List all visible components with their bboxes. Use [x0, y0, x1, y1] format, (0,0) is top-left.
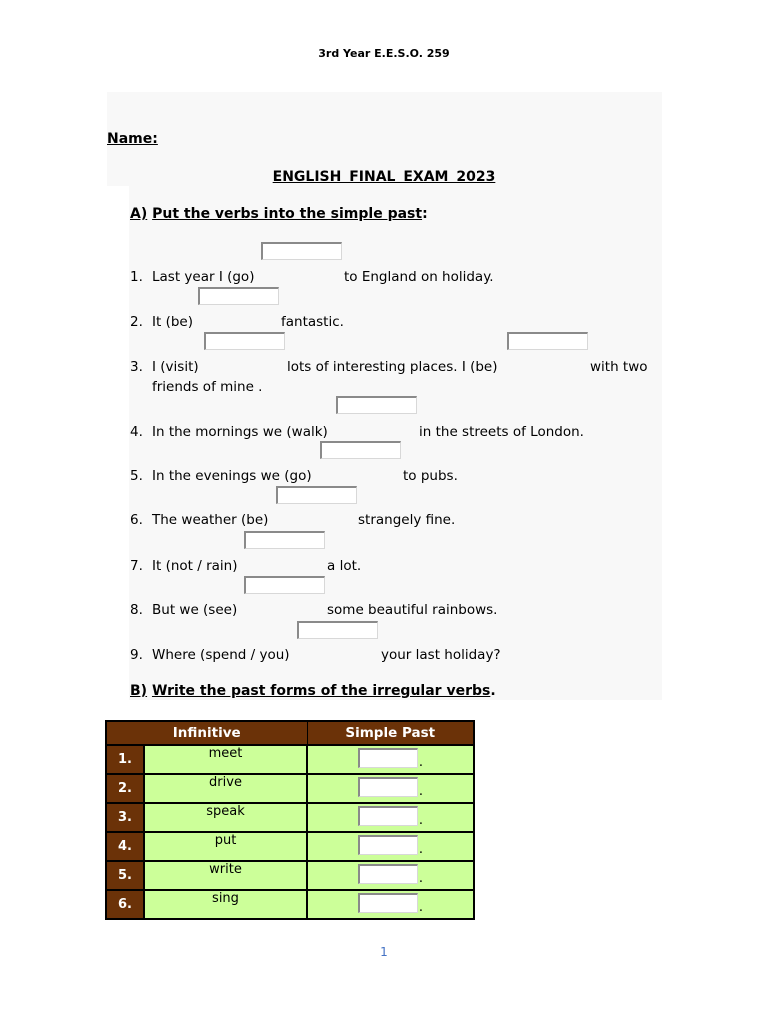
item-2-number: 2. [130, 314, 143, 330]
item-8-number: 8. [130, 602, 143, 618]
simple-past-cell [307, 803, 474, 832]
page-number: 1 [380, 945, 388, 959]
table-row [106, 861, 474, 890]
answer-input-5[interactable] [320, 441, 401, 459]
item-3-text-after: with two [590, 359, 648, 375]
past-form-input-6[interactable] [358, 893, 418, 913]
item-7-number: 7. [130, 558, 143, 574]
header-infinitive: Infinitive [106, 721, 307, 745]
answer-input-1[interactable] [261, 242, 342, 260]
infinitive-cell: put [144, 832, 307, 861]
infinitive-cell: meet [144, 745, 307, 774]
margin-strip [107, 186, 129, 706]
cell-dot: . [418, 871, 424, 886]
exam-title: ENGLISH FINAL EXAM 2023 [272, 169, 496, 185]
header-simple-past: Simple Past [307, 721, 474, 745]
item-9-number: 9. [130, 647, 143, 663]
item-4-text-before: In the mornings we (walk) [152, 424, 328, 440]
section-a-letter: A) [130, 206, 148, 222]
row-number: 4. [106, 832, 144, 861]
section-a-colon: : [422, 206, 428, 222]
answer-input-9[interactable] [297, 621, 378, 639]
item-2-text-after: fantastic. [281, 314, 344, 330]
item-3-text-before: I (visit) [152, 359, 199, 375]
section-a-title: Put the verbs into the simple past [152, 206, 423, 222]
item-1-text-before: Last year I (go) [152, 269, 255, 285]
item-7-text-after: a lot. [327, 558, 362, 574]
past-form-input-1[interactable] [358, 748, 418, 768]
item-6-text-before: The weather (be) [152, 512, 269, 528]
answer-input-8[interactable] [244, 576, 325, 594]
section-b-title: Write the past forms of the irregular verbs [151, 683, 491, 699]
simple-past-cell [307, 745, 474, 774]
answer-input-6[interactable] [276, 486, 357, 504]
item-8-text-before: But we (see) [152, 602, 238, 618]
item-5-number: 5. [130, 468, 143, 484]
answer-input-7[interactable] [244, 531, 325, 549]
row-number: 3. [106, 803, 144, 832]
simple-past-cell [307, 890, 474, 919]
simple-past-cell [307, 861, 474, 890]
item-7-text-before: It (not / rain) [152, 558, 238, 574]
item-4-number: 4. [130, 424, 143, 440]
item-1-number: 1. [130, 269, 143, 285]
item-3-number: 3. [130, 359, 143, 375]
item-3-text-line2: friends of mine . [152, 379, 263, 395]
item-4-text-after: in the streets of London. [419, 424, 584, 440]
row-number: 1. [106, 745, 144, 774]
section-b-letter: B) [130, 683, 148, 699]
section-a-heading [130, 206, 428, 222]
answer-input-2[interactable] [198, 287, 279, 305]
answer-input-4[interactable] [336, 396, 417, 414]
section-b-heading [130, 683, 496, 699]
past-form-input-2[interactable] [358, 777, 418, 797]
past-form-input-4[interactable] [358, 835, 418, 855]
item-9-text-before: Where (spend / you) [152, 647, 290, 663]
table-row [106, 774, 474, 803]
infinitive-cell: write [144, 861, 307, 890]
cell-dot: . [418, 784, 424, 799]
item-6-number: 6. [130, 512, 143, 528]
item-3-text-middle: lots of interesting places. I (be) [287, 359, 498, 375]
item-8-text-after: some beautiful rainbows. [327, 602, 498, 618]
row-number: 6. [106, 890, 144, 919]
item-9-text-after: your last holiday? [381, 647, 501, 663]
cell-dot: . [418, 755, 424, 770]
infinitive-cell: sing [144, 890, 307, 919]
item-2-text-before: It (be) [152, 314, 193, 330]
simple-past-cell [307, 832, 474, 861]
item-6-text-after: strangely fine. [358, 512, 456, 528]
cell-dot: . [418, 842, 424, 857]
answer-input-3a[interactable] [204, 332, 285, 350]
item-5-text-before: In the evenings we (go) [152, 468, 312, 484]
row-number: 5. [106, 861, 144, 890]
cell-dot: . [418, 813, 424, 828]
document-header: 3rd Year E.E.S.O. 259 [318, 47, 450, 60]
table-row [106, 745, 474, 774]
item-5-text-after: to pubs. [403, 468, 458, 484]
simple-past-cell [307, 774, 474, 803]
table-row [106, 803, 474, 832]
item-1-text-after: to England on holiday. [344, 269, 494, 285]
table-header-row [106, 721, 474, 745]
past-form-input-5[interactable] [358, 864, 418, 884]
irregular-verbs-table [105, 720, 475, 920]
cell-dot: . [418, 900, 424, 915]
name-label: Name: [107, 131, 158, 147]
table-row [106, 890, 474, 919]
past-form-input-3[interactable] [358, 806, 418, 826]
table-row [106, 832, 474, 861]
section-b-period: . [490, 683, 496, 699]
answer-input-3b[interactable] [507, 332, 588, 350]
infinitive-cell: speak [144, 803, 307, 832]
row-number: 2. [106, 774, 144, 803]
infinitive-cell: drive [144, 774, 307, 803]
